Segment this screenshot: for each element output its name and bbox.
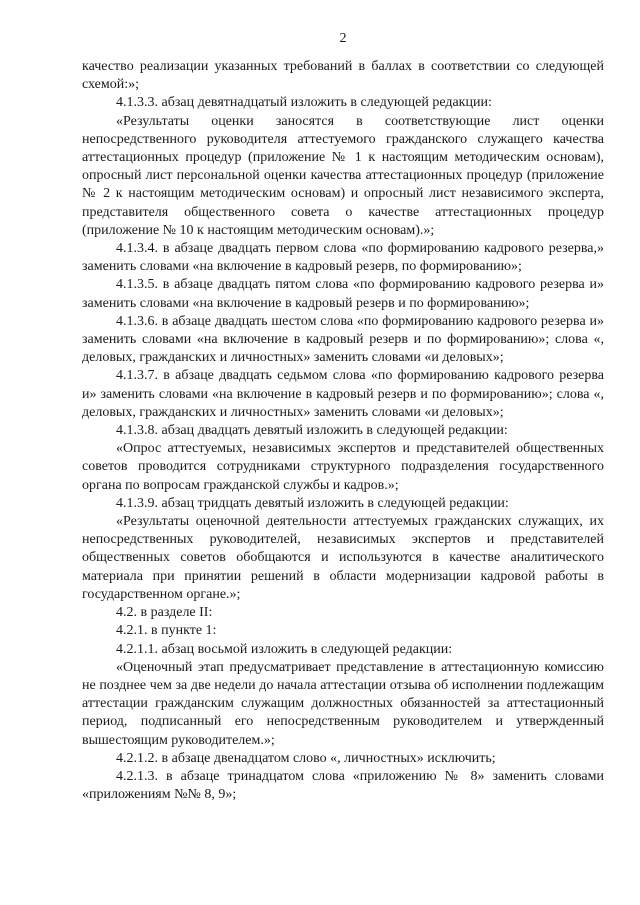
paragraph: 4.2.1.2. в абзаце двенадцатом слово «, личностных» исключить; — [116, 750, 496, 766]
paragraph: 4.1.3.4. в абзаце двадцать первом слова «по формированию кадрового резерва,» заменить словами «на включение в кадровый резерв, по формированию»; — [82, 241, 604, 275]
paragraph: качество реализации указанных требований в баллах в соответствии со следующей схемой:»; — [82, 59, 604, 93]
page-number: 2 — [339, 31, 347, 46]
paragraph: «Результаты оценки заносятся в соответствующие лист оценки непосредственного руководителя аттестуемого гражданского служащего качества аттестационных процедур (приложение № 1 к настоящим методическим основам), опросный лист персональной оценки качества аттестационных процедур (приложение № 2 к настоящим методическим основам) и опросный лист независимого эксперта, представителя общественного совета о качестве аттестационных процедур (приложение № 10 к настоящим методическим основам).»; — [82, 113, 604, 238]
paragraph: 4.1.3.7. в абзаце двадцать седьмом слова «по формированию кадрового резерва и» заменить словами «на включение в кадровый резерв и по формированию»; слова «, деловых, гражданских и личностных» заменить словами «и деловых»; — [82, 368, 604, 420]
document-body — [82, 58, 604, 804]
paragraph: 4.2.1.1. абзац восьмой изложить в следующей редакции: — [116, 641, 453, 657]
paragraph: «Оценочный этап предусматривает представление в аттестационную комиссию не позднее чем за две недели до начала аттестации отзыва об исполнении подлежащим аттестации гражданским служащим должностных обязанностей за аттестационный период, подписанный его непосредственным руководителем и утвержденный вышестоящим руководителем.»; — [82, 659, 604, 748]
paragraph: 4.1.3.5. в абзаце двадцать пятом слова «по формированию кадрового резерва и» заменить словами «на включение в кадровый резерв и по формированию»; — [82, 277, 604, 311]
paragraph: 4.1.3.9. абзац тридцать девятый изложить в следующей редакции: — [116, 495, 509, 511]
paragraph: 4.1.3.8. абзац двадцать девятый изложить в следующей редакции: — [116, 423, 508, 439]
paragraph: 4.2.1.3. в абзаце тринадцатом слова «приложению № 8» заменить словами «приложениям №№ 8, 9»; — [82, 768, 604, 803]
paragraph: 4.2. в разделе II: — [116, 605, 213, 621]
paragraph: «Опрос аттестуемых, независимых экспертов и представителей общественных советов проводится сотрудниками структурного подразделения государственного органа по вопросам гражданской службы и кадров.»; — [82, 441, 604, 493]
paragraph: 4.2.1. в пункте 1: — [116, 623, 217, 639]
paragraph: 4.1.3.3. абзац девятнадцатый изложить в следующей редакции: — [116, 95, 492, 111]
paragraph: «Результаты оценочной деятельности аттестуемых гражданских служащих, их непосредственных руководителей, независимых экспертов и представителей общественных советов обобщаются и используются в качестве аналитического материала при принятии решений в области модернизации кадровой работы в государственном органе.»; — [82, 514, 604, 602]
paragraph: 4.1.3.6. в абзаце двадцать шестом слова «по формированию кадрового резерва и» заменить словами «на включение в кадровый резерв и по формированию»; слова «, деловых, гражданских и личностных» заменить словами «и деловых»; — [82, 313, 604, 366]
